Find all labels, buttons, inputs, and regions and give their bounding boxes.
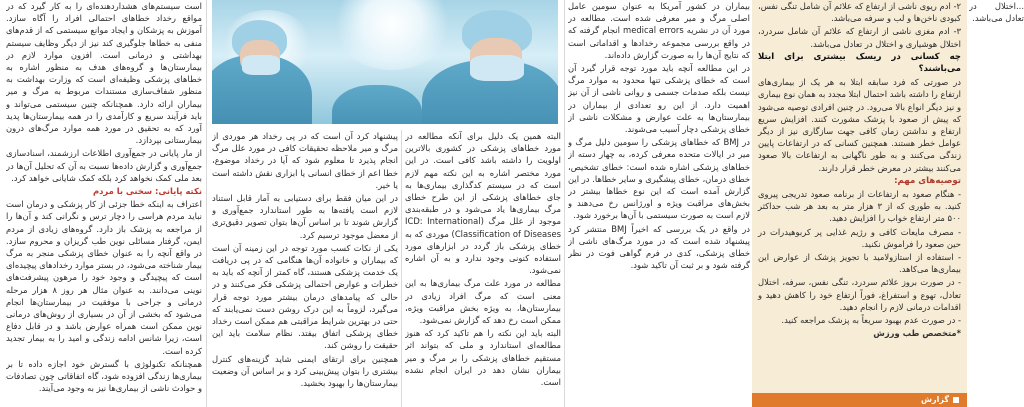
sidebar-paragraph: در صورتی که فرد سابقه ابتلا به هر یک از بیماری‌های ارتفاع را داشته باشد احتمال ابتلا مجدد به همان نوع بیماری و نیز دیگر انواع بالا می‌رود. در چنین افرادی توصیه می‌شود که پیش از صعود با پزشک مشورت کنند. افزایش سریع ارتفاع و نداشتن زمان کافی جهت سازگاری نیز از دیگر عوامل خطر هستند. همچنین کسانی که در ارتفاعات پایین زندگی می‌کنند و به طور ناگهانی به ارتفاعات بالا صعود می‌کنند بیشتر در معرض خطر قرار دارند. [758,77,961,173]
column-divider [206,0,207,407]
paragraph: اعتراف به اینکه خطا جزئی از کار پزشکی و درمان است نباید مردم هراسی را دچار ترس و نگرانی کند و آن‌ها را از مراجعه به پزشک باز دارد. گروه‌های زیادی از مردم ایمن، گرفتار مسائلی نوین طب گریزان و محروم سازد. در واقع آنچه را به عنوان خطای پزشکی منجر به مرگ بیمار شناخته می‌شود، در بستر موارد رخدادهای پیچیده‌ای است که پیچیدگی و وجود خود را مرهون پیشرفت‌های نوینی می‌دانند. به عنوان مثال هر روز ۸ هزار مرحله درمانی و جراحی با موفقیت در بیمارستان‌ها انجام می‌شود که بخشی از آن در بسیاری از روش‌های درمانی نوین ممکن است همراه عوارض باشد و در قابل دفاع است، زیرا شانس ادامه زندگی و امید را به بیمار تجدید کرده است. [6,199,202,356]
surgical-team-photo [212,0,558,124]
author-credit: *متخصص طب ورزش [873,328,961,339]
sidebar-line: ۳- ادم مغزی ناشی از ارتفاع که علائم آن شامل سردرد، اختلال هوشیاری و اختلال در تعادل می‌باشد. [758,26,961,49]
article-column-center [568,0,750,407]
recommendations-heading: توصیه‌های مهم: [894,175,961,186]
paragraph: البته باید این نکته را هم تاکید کرد که هنوز مطالعه‌ای استاندارد و ملی که بتواند اثر مستقیم خطاهای پزشکی را بر مرگ و میر بیماران نشان دهد در ایران انجام نشده است. [405,328,561,388]
sidebar-line: ۲- ادم ریوی ناشی از ارتفاع که علائم آن شامل تنگی نفس، کبودی ناخن‌ها و لب و سرفه می‌باشد. [758,1,961,24]
paragraph: همچنین برای ارتقای ایمنی شاید گزینه‌های کنترل بیشتری را بتوان پیش‌بینی کرد و بر اساس آن وضعیت بیمارستان‌ها را بهبود بخشید. [212,353,398,389]
article-column-middle [405,130,561,407]
recommendation-item: - استفاده از استازولامید با تجویز پزشک از عوارض این بیماری‌ها می‌کاهد. [758,252,961,275]
paragraph: البته همین یک دلیل برای آنکه مطالعه در مورد خطاهای پزشکی در کشوری بالاترین اولویت را داشته باشد کافی است. در این مورد مختصر اشاره به این نکته مهم لازم است که در سیستم کدگذاری بیماری‌ها به جای خطاهای پزشکی از این طرح خطای مرگ بیماری‌ها یاد می‌شود و در طبقه‌بندی موجود از علل مرگ (ICD: International Classification of Diseases) موردی که به خطای پزشکی باز گردد در ابزارهای مورد استفاده کنونی وجود ندارد و به آن اشاره نمی‌شود. [405,131,561,276]
article-column-far-left [6,0,202,407]
paragraph: مطالعه در مورد علت مرگ بیماری‌ها به این معنی است که مرگ افراد زیادی در بیمارستان‌ها، به ویژه بخش مراقبت ویژه، ممکن است رخ دهد که گزارش نمی‌شود. [405,278,561,326]
column-divider [401,130,402,407]
right-edge-text: ...اختلال در تعادل می‌باشد. [969,1,1024,24]
report-section-bar [752,393,967,407]
paragraph: همچنانکه تکنولوژی با گسترش خود اجازه داده تا بر بیماری‌ها زندگی افزوده شود، گاه اتفاقاتی چون تصادفات و حوادث ناشی از بیماری‌ها نیز به وجود می‌آیند. [6,358,202,394]
square-bullet-icon [953,397,959,403]
paragraph: در این میان فقط برای دستیابی به آمار قابل استناد لازم است یافته‌ها به طور استاندارد جمع‌آوری و گزارش شوند تا بر اساس آن‌ها بتوان تصویر دقیق‌تری از معضل موجود ترسیم کرد. [212,193,398,240]
article-column-left [212,130,398,407]
paragraph: در واقع در یک بررسی که اخیراً BMJ منتشر کرد پیشنهاد شده است که در مورد مرگ‌های ناشی از خطای پزشکی، کدی در فرم گواهی فوت در نظر گرفته شود و بر ثبت آن تاکید شود. [568,223,750,271]
recommendation-item: - مصرف مایعات کافی و رژیم غذایی پر کربوهیدرات در حین صعود را فراموش نکنید. [758,226,961,249]
paragraph: است سیستم‌های هشداردهنده‌ای را به کار گیرد که در مواقع رخداد خطاهای احتمالی افراد را آگاه سازد. آموزش به پزشکان و ایجاد موانع سیستمی که از قدم‌های منفی به خطاها جلوگیری کند نیز از دیگر وظایف سیستم بهداشتی و درمانی است. افزون موارد لازم در بیمارستان‌ها و گروه‌های هدف به منظور اشاره به خطاهای پزشکی وظیفه‌ای است که وزارت بهداشت به منظور شفاف‌سازی مستندات مربوط به مرگ و میر بیماران ارائه دارد. همچنانکه چنین سیستمی می‌تواند و باید فرآیند سریع و کارآمدی را در همه بیمارستان‌ها پدید آورد که به تحقیق در مورد همه موارد مرگ‌های درون بیمارستانی بپردازد. [6,1,202,146]
section-subheading: نکته پایانی: سخنی با مردم [92,186,202,197]
sidebar-question-heading: چه کسانی در ریسک بیشتری برای ابتلا می‌باشند؟ [758,51,961,75]
article-column-right-edge [969,0,1024,407]
column-divider [564,0,565,407]
recommendation-item: - در صورت بروز علائم سردرد، تنگی نفس، سرفه، اختلال تعادل، تهوع و استفراغ، فوراً ارتفاع خود را کاهش دهید و اقدامات درمانی لازم را انجام دهید. [758,277,961,312]
paragraph: پیشنهاد کرد آن است که در پی رخداد هر موردی از مرگ و میر ملاحظه تحقیقات کافی در مورد علل مرگ انجام پذیرد تا معلوم شود که آیا در رخداد موضوع، خطا اعم از خطای انسانی یا ابزاری نقش داشته است یا خیر. [212,131,398,190]
paragraph: در BMJ که خطاهای پزشکی را سومین دلیل مرگ و میر در ایالات متحده معرفی کرده، به چهار دسته از خطاهای پزشکی اشاره شده است: خطای تشخیص، خطای درمان، خطای پیشگیری و سایر خطاها. در این گزارش آمده است که این نوع خطاها بیشتر در بخش‌های مراقبت ویژه و اورژانس رخ می‌دهند و لازم است به صورت سیستمی با آن‌ها برخورد شود. [568,137,750,221]
paragraph: بیماران در کشور آمریکا به عنوان سومین عامل اصلی مرگ و میر معرفی شده است. مطالعه در مورد آن در نشریه medical errors انجام گرفته که در واقع بررسی مجموعه رخدادها و اقداماتی است که نتایج آن‌ها را به صورت گزارش داده‌اند. [568,1,750,60]
paragraph: از مار پایانی در جمع‌آوری اطلاعات ارزشمند، اسناد‌سازی جمع‌آوری و گزارش داده‌ها نسبت به آن که تحلیل آن‌ها در بعد ملی کمک نخواهد کرد بلکه کمک شایانی خواهد کرد. [6,148,202,183]
recommendation-item: - در صورت عدم بهبود سریعاً به پزشک مراجعه کنید. [781,315,961,326]
health-sidebar-box [752,0,967,407]
recommendation-item: - هنگام صعود به ارتفاعات از برنامه صعود تدریجی پیروی کنید. به طوری که از ۳ هزار متر به بعد هر شب حداکثر ۵۰۰ متر ارتفاع خواب را افزایش دهید. [758,189,961,224]
paragraph: یکی از نکات کسب مورد توجه در این زمینه آن است که بیماران و خانواده آن‌ها هنگامی که در پی دریافت یک خدمت پزشکی هستند، گاه کمتر از آنچه که باید به خطرات و عوارض احتمالی پزشکی فکر می‌کنند و در حالی که پیامدهای درمان بیشتر مورد توجه قرار می‌گیرد، لزوماً به این درک روشن دست نمی‌یابند که حتی در بهترین شرایط مراقبتی هم ممکن است رخداد خطای پزشکی اتفاق بیفتد. نظام سلامت باید این حقیقت را روشن کند. [212,242,398,351]
report-label: گزارش [920,395,949,404]
paragraph: در این مطالعه آنچه باید مورد توجه قرار گیرد آن است که خطای پزشکی تنها محدود به موارد مرگ نیست بلکه صدمات جسمی و روانی ناشی از آن نیز اهمیت دارد. از این رو تعدادی از بیماران در بیمارستان‌ها به علت عوارض و مشکلات ناشی از خطای پزشکی دچار آسیب می‌شوند. [568,63,750,135]
